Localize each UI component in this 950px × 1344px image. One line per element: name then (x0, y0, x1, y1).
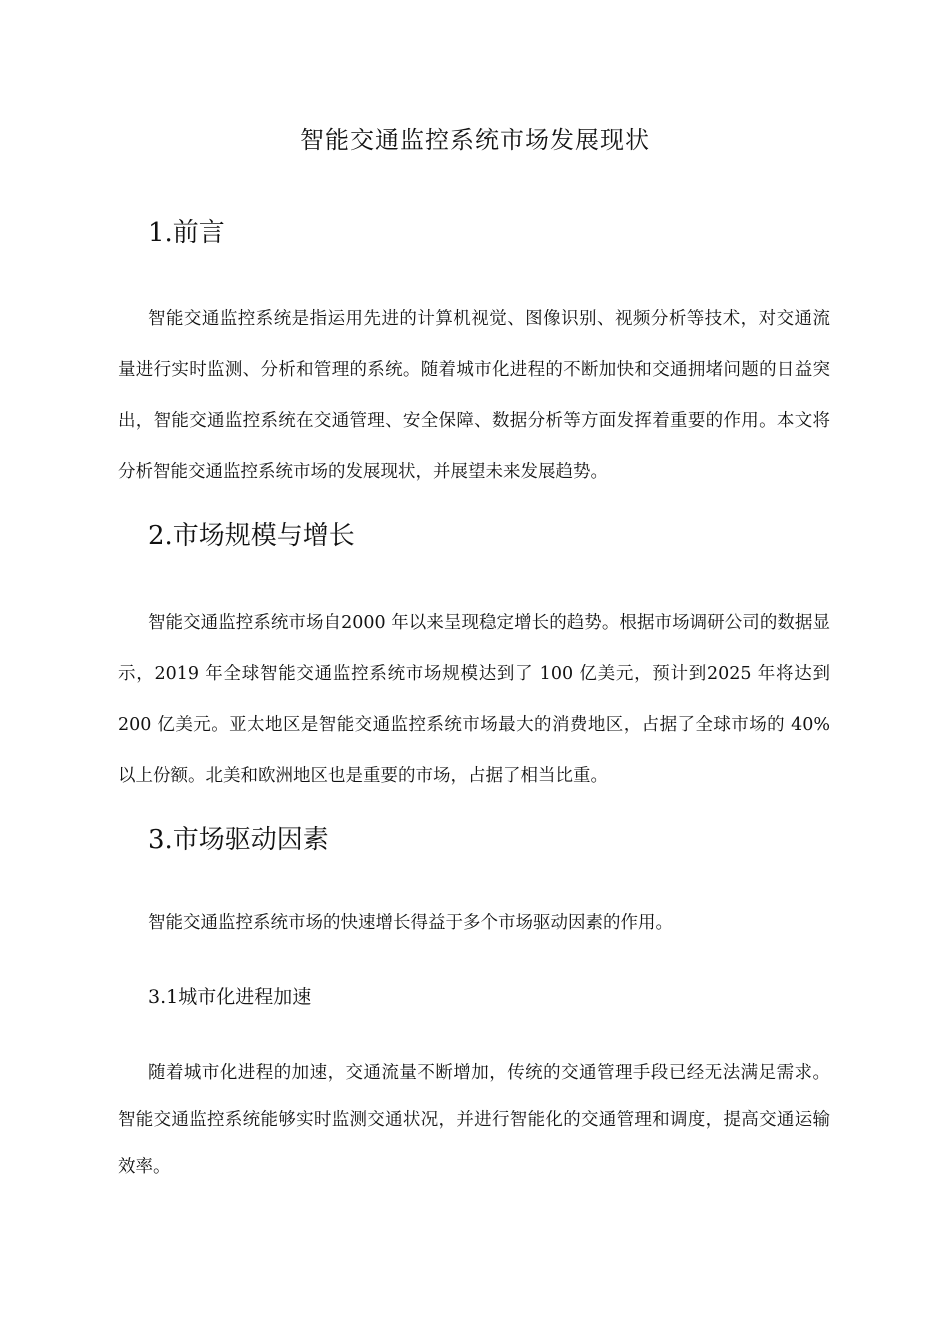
document-title: 智能交通监控系统市场发展现状 (300, 126, 650, 154)
section-paragraph-market-drivers: 智能交通监控系统市场的快速增长得益于多个市场驱动因素的作用。 (148, 913, 673, 933)
subsection-heading-urbanization: 3.1城市化进程加速 (148, 986, 312, 1008)
section-paragraph-introduction: 智能交通监控系统是指运用先进的计算机视觉、图像识别、视频分析等技术，对交通流量进行实时监测、分析和管理的系统。随着城市化进程的不断加快和交通拥堵问题的日益突出，智能交通监控系统在交通管理、安全保障、数据分析等方面发挥着重要的作用。本文将分析智能交通监控系统市场的发展现状，并展望未来发展趋势。 (118, 309, 830, 482)
subsection-paragraph-urbanization: 随着城市化进程的加速，交通流量不断增加，传统的交通管理手段已经无法满足需求。智能交通监控系统能够实时监测交通状况，并进行智能化的交通管理和调度，提高交通运输效率。 (118, 1063, 830, 1177)
section-paragraph-market-size: 智能交通监控系统市场自2000 年以来呈现稳定增长的趋势。根据市场调研公司的数据显示，2019 年全球智能交通监控系统市场规模达到了 100 亿美元，预计到2025 年将达到200 亿美元。亚太地区是智能交通监控系统市场最大的消费地区，占据了全球市场的 40% 以上份额。北美和欧洲地区也是重要的市场，占据了相当比重。 (118, 613, 830, 786)
section-heading-market-drivers: 3.市场驱动因素 (148, 825, 329, 855)
section-heading-market-size: 2.市场规模与增长 (148, 521, 355, 551)
section-heading-introduction: 1.前言 (148, 218, 225, 248)
